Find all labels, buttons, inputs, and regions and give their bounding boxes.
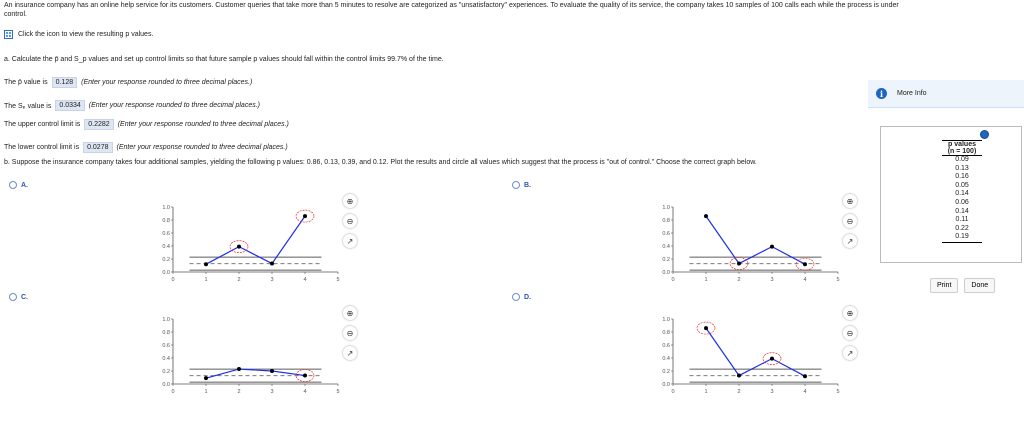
y-tick-label: 0.8 — [162, 330, 170, 336]
data-point — [303, 214, 307, 218]
more-info-header — [868, 80, 1024, 108]
pvalue-cell: 0.14 — [955, 207, 969, 215]
y-tick-label: 0.8 — [162, 218, 170, 224]
control-chart — [645, 197, 845, 287]
y-tick-label: 0.4 — [662, 244, 670, 250]
option-label: C. — [21, 293, 28, 301]
data-point — [303, 374, 307, 378]
done-button[interactable]: Done — [964, 278, 995, 293]
radio-button[interactable] — [9, 181, 17, 189]
data-point — [803, 262, 807, 266]
answer-row — [4, 142, 288, 153]
pvalue-cell: 0.09 — [955, 156, 969, 163]
answer-hint: (Enter your response rounded to three decimal places.) — [117, 121, 289, 128]
y-tick-label: 0.8 — [662, 218, 670, 224]
x-tick-label: 3 — [270, 277, 274, 283]
option-c[interactable] — [9, 293, 28, 301]
column-subheader: (n = 100) — [942, 148, 982, 156]
control-chart — [145, 309, 345, 399]
pvalue-cell: 0.22 — [955, 224, 969, 232]
zoom-out-icon[interactable]: ⊖ — [843, 214, 857, 228]
data-point — [737, 374, 741, 378]
y-tick-label: 1.0 — [162, 205, 170, 211]
data-point — [704, 326, 708, 330]
x-tick-label: 4 — [303, 277, 307, 283]
zoom-in-icon[interactable]: ⊕ — [343, 306, 357, 320]
option-d[interactable] — [512, 293, 531, 301]
data-point — [704, 214, 708, 218]
y-tick-label: 1.0 — [662, 317, 670, 323]
x-tick-label: 1 — [204, 389, 208, 395]
x-tick-label: 1 — [704, 389, 708, 395]
pvalue-cell: 0.11 — [955, 216, 969, 224]
pvalues-table-box — [880, 126, 1022, 263]
radio-button[interactable] — [512, 293, 520, 301]
y-tick-label: 1.0 — [662, 205, 670, 211]
x-tick-label: 3 — [270, 389, 274, 395]
pvalue-cell: 0.14 — [955, 190, 969, 198]
pvalue-cell: 0.13 — [955, 164, 969, 172]
x-tick-label: 2 — [737, 389, 741, 395]
x-tick-label: 4 — [303, 389, 307, 395]
x-tick-label: 0 — [671, 277, 675, 283]
control-chart — [645, 309, 845, 399]
option-label: B. — [524, 181, 531, 189]
zoom-out-icon[interactable]: ⊖ — [843, 326, 857, 340]
option-label: D. — [524, 293, 531, 301]
x-tick-label: 5 — [336, 277, 340, 283]
answer-label: The p̄ value is — [4, 79, 48, 86]
x-tick-label: 4 — [803, 389, 807, 395]
popout-icon[interactable]: ↗ — [343, 234, 357, 248]
option-label: A. — [21, 181, 28, 189]
answer-label: The Sₚ value is — [4, 102, 52, 110]
column-header: p values — [947, 141, 976, 148]
answer-label: The lower control limit is — [4, 144, 80, 151]
popout-icon[interactable] — [980, 130, 989, 139]
x-tick-label: 2 — [737, 277, 741, 283]
view-pvalues-link[interactable] — [4, 30, 153, 39]
data-point — [204, 376, 208, 380]
popout-icon[interactable]: ↗ — [343, 346, 357, 360]
y-tick-label: 0.0 — [162, 270, 170, 276]
table-icon[interactable] — [4, 30, 13, 39]
x-tick-label: 2 — [237, 277, 241, 283]
y-tick-label: 0.0 — [662, 270, 670, 276]
data-point — [204, 262, 208, 266]
option-a[interactable] — [9, 181, 28, 189]
answer-label: The upper control limit is — [4, 121, 81, 128]
data-point — [803, 374, 807, 378]
answer-row — [4, 100, 260, 111]
answer-field[interactable]: 0.2282 — [84, 119, 113, 130]
zoom-in-icon[interactable]: ⊕ — [343, 194, 357, 208]
y-tick-label: 0.6 — [662, 343, 670, 349]
y-tick-label: 0.4 — [162, 356, 170, 362]
part-b-text: b. Suppose the insurance company takes four additional samples, yielding the following p values: 0.86, 0.13, 0.39, and 0.12. Plot the results and circle all values which suggest that the process is "out of control." Choose the correct graph below. — [4, 159, 757, 166]
x-tick-label: 3 — [770, 389, 774, 395]
pvalue-cell: 0.19 — [955, 233, 969, 241]
x-tick-label: 5 — [836, 389, 840, 395]
y-tick-label: 0.2 — [662, 369, 670, 375]
answer-field[interactable]: 0.0334 — [55, 100, 84, 111]
x-tick-label: 3 — [770, 277, 774, 283]
x-tick-label: 1 — [704, 277, 708, 283]
y-tick-label: 0.4 — [162, 244, 170, 250]
data-point — [270, 262, 274, 266]
x-tick-label: 5 — [336, 389, 340, 395]
pvalue-cell: 0.16 — [955, 173, 969, 181]
y-tick-label: 0.2 — [162, 257, 170, 263]
x-tick-label: 0 — [671, 389, 675, 395]
y-tick-label: 0.6 — [162, 231, 170, 237]
radio-button[interactable] — [512, 181, 520, 189]
data-point — [237, 367, 241, 371]
intro-text-2: control. — [4, 11, 27, 18]
pvalue-cell: 0.06 — [955, 198, 969, 206]
answer-field[interactable]: 0.0278 — [83, 142, 112, 153]
data-point — [770, 357, 774, 361]
zoom-in-icon[interactable]: ⊕ — [843, 306, 857, 320]
y-tick-label: 0.8 — [662, 330, 670, 336]
x-tick-label: 0 — [171, 277, 175, 283]
y-tick-label: 0.2 — [662, 257, 670, 263]
y-tick-label: 0.6 — [162, 343, 170, 349]
pvalue-cell: 0.05 — [955, 181, 969, 189]
view-pvalues-text: Click the icon to view the resulting p values. — [18, 31, 154, 38]
x-tick-label: 4 — [803, 277, 807, 283]
part-a-text: a. Calculate the p̄ and S_p values and set up control limits so that future sample p values should fall within the control limits 99.7% of the time. — [4, 56, 444, 63]
data-point — [737, 262, 741, 266]
y-tick-label: 0.4 — [662, 356, 670, 362]
option-b[interactable] — [512, 181, 531, 189]
y-tick-label: 0.0 — [162, 382, 170, 388]
answer-row — [4, 77, 252, 88]
data-point — [270, 369, 274, 373]
x-tick-label: 5 — [836, 277, 840, 283]
y-tick-label: 0.6 — [662, 231, 670, 237]
answer-hint: (Enter your response rounded to three decimal places.) — [81, 79, 253, 86]
info-icon: i — [876, 88, 887, 99]
popout-icon[interactable]: ↗ — [843, 234, 857, 248]
y-tick-label: 0.2 — [162, 369, 170, 375]
intro-text: An insurance company has an online help service for its customers. Customer queries that take more than 5 minutes to resolve are categorized as "unsatisfactory" experiences. To evaluate the quality of its service, the company takes 10 samples of 100 calls each while the process is under — [4, 2, 899, 9]
x-tick-label: 0 — [171, 389, 175, 395]
x-tick-label: 1 — [204, 277, 208, 283]
y-tick-label: 0.0 — [662, 382, 670, 388]
popout-icon[interactable]: ↗ — [843, 346, 857, 360]
x-tick-label: 2 — [237, 389, 241, 395]
answer-hint: (Enter your response rounded to three decimal places.) — [116, 144, 288, 151]
zoom-out-icon[interactable]: ⊖ — [343, 214, 357, 228]
more-info-title: More Info — [897, 90, 927, 97]
y-tick-label: 1.0 — [162, 317, 170, 323]
data-point — [770, 245, 774, 249]
zoom-out-icon[interactable]: ⊖ — [343, 326, 357, 340]
answer-row — [4, 119, 289, 130]
radio-button[interactable] — [9, 293, 17, 301]
data-line — [206, 369, 305, 378]
answer-hint: (Enter your response rounded to three decimal places.) — [88, 102, 260, 109]
zoom-in-icon[interactable]: ⊕ — [843, 194, 857, 208]
print-button[interactable]: Print — [930, 278, 958, 293]
answer-field[interactable]: 0.128 — [52, 77, 78, 88]
data-point — [237, 245, 241, 249]
control-chart — [145, 197, 345, 287]
